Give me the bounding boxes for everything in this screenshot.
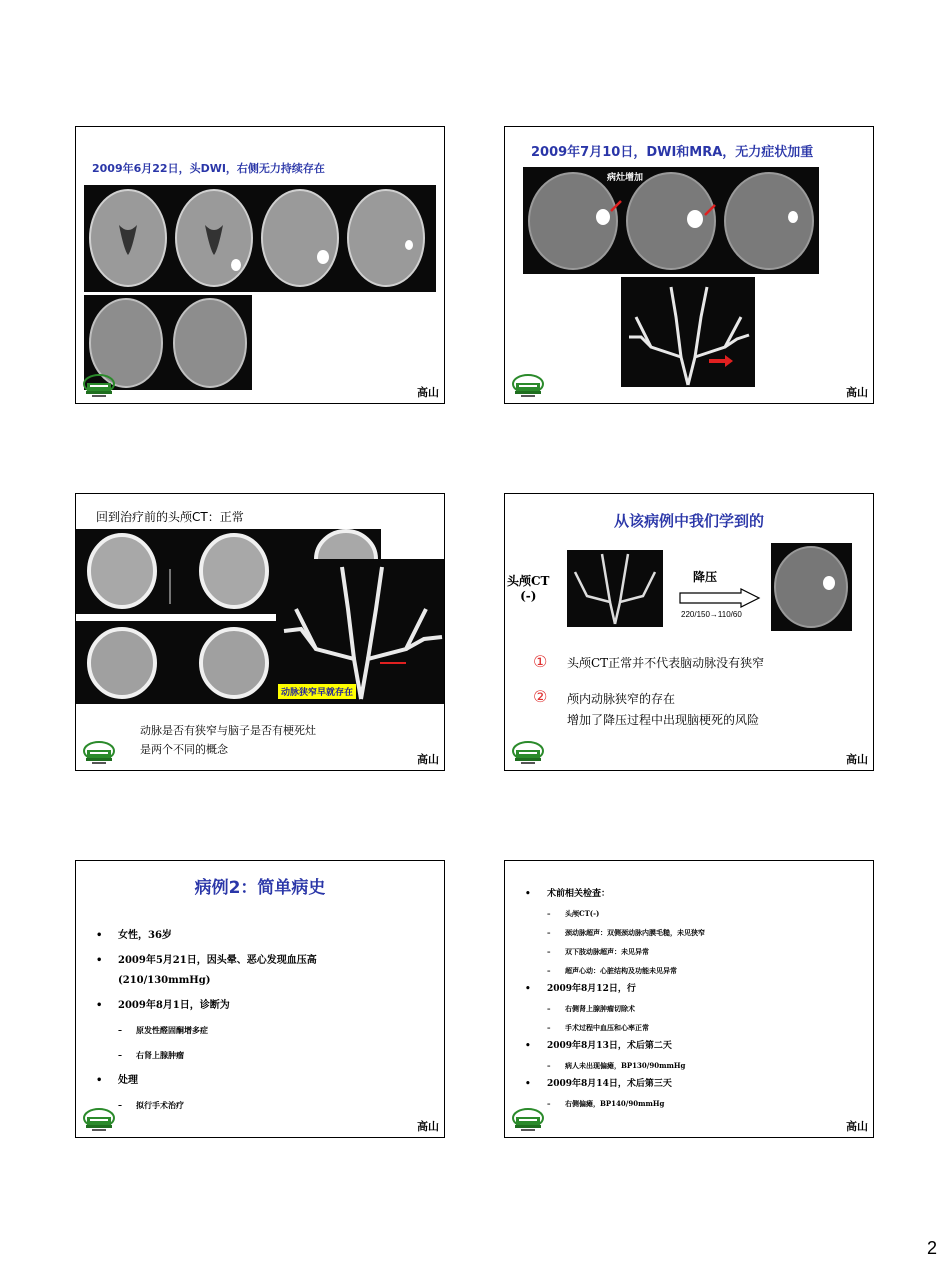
slide-5 xyxy=(75,860,445,1138)
university-logo xyxy=(82,373,116,399)
slide-6 xyxy=(504,860,874,1138)
point-2-line-2: 增加了降压过程中出现脑梗死的风险 xyxy=(567,713,760,727)
bp-change: 220/150→110/60 xyxy=(681,610,742,619)
university-logo xyxy=(82,740,116,766)
signature: 高山 xyxy=(846,753,868,766)
mra-vessels xyxy=(567,550,663,627)
slide-2 xyxy=(504,126,874,404)
university-logo xyxy=(511,373,545,399)
slide-title: 从该病例中我们学到的 xyxy=(613,512,764,530)
list-item: – 右侧偏瘫，BP140/90mmHg xyxy=(525,1094,705,1113)
narrowing-label: 动脉狭窄早就存在 xyxy=(278,684,356,699)
ct-label xyxy=(507,572,549,603)
list-item: – 双下肢动脉超声：未见异常 xyxy=(525,942,705,961)
list-item: – 超声心动：心脏结构及功能未见异常 xyxy=(525,961,705,980)
brain-scans-image xyxy=(523,167,819,274)
mra-image xyxy=(567,550,663,627)
signature: 高山 xyxy=(417,753,439,766)
mra-vessels xyxy=(621,277,755,387)
list-item: • 女性，36岁 xyxy=(96,923,317,948)
dwi-brain xyxy=(771,543,852,631)
point-1-text: 头颅CT正常并不代表脑动脉没有狭窄 xyxy=(567,656,765,670)
ct-label-line-2: (-) xyxy=(520,589,537,603)
slide-4 xyxy=(504,493,874,771)
history-list xyxy=(96,923,317,1118)
list-item: – 手术过程中血压和心率正常 xyxy=(525,1018,705,1037)
slide-1 xyxy=(75,126,445,404)
list-item: • 2009年8月14日，术后第三天 xyxy=(525,1075,705,1094)
ct-label-line-1: 头颅CT xyxy=(507,574,550,588)
signature: 高山 xyxy=(417,386,439,399)
list-item: – 右侧肾上腺肿瘤切除术 xyxy=(525,999,705,1018)
point-2-line-1: 颅内动脉狭窄的存在 xyxy=(567,692,676,706)
slide-3 xyxy=(75,493,445,771)
footer-line-2: 是两个不同的概念 xyxy=(140,743,228,756)
dwi-scan-strip xyxy=(523,167,819,274)
slide-title: 病例2：简单病史 xyxy=(194,878,326,898)
arrow-label: 降压 xyxy=(693,570,718,584)
lesion-label: 病灶增加 xyxy=(607,173,644,183)
list-item: – 原发性醛固酮增多症 xyxy=(96,1018,317,1043)
mra-vessels xyxy=(276,559,445,704)
list-item: • 2009年8月1日，诊断为 xyxy=(96,993,317,1018)
slide-title: 2009年6月22日，头DWI，右侧无力持续存在 xyxy=(92,162,325,175)
list-item: – 颈动脉超声：双侧颈动脉内膜毛糙，未见狭窄 xyxy=(525,923,705,942)
arrow-right-icon xyxy=(679,588,761,608)
list-item: – 病人未出现偏瘫，BP130/90mmHg xyxy=(525,1056,705,1075)
list-item: (210/130mmHg) xyxy=(118,975,211,986)
university-logo xyxy=(511,740,545,766)
mra-image xyxy=(276,559,445,704)
slide-title: 回到治疗前的头颅CT：正常 xyxy=(96,510,244,524)
page-number: 2 xyxy=(926,1238,937,1258)
list-item: • 2009年8月12日，行 xyxy=(525,980,705,999)
list-item: • 术前相关检查： xyxy=(525,885,705,904)
list-item: • 2009年5月21日，因头晕、恶心发现血压高 xyxy=(96,948,317,973)
footer-line-1: 动脉是否有狭窄与脑子是否有梗死灶 xyxy=(140,724,316,737)
brain-scans-image xyxy=(84,185,436,292)
slide-title: 2009年7月10日，DWI和MRA，无力症状加重 xyxy=(531,145,814,160)
signature: 高山 xyxy=(417,1120,439,1133)
mra-image xyxy=(621,277,755,387)
signature: 高山 xyxy=(846,386,868,399)
point-2-number: ② xyxy=(533,687,548,706)
university-logo xyxy=(82,1107,116,1133)
exam-list xyxy=(525,885,705,1113)
list-item: – 右肾上腺肿瘤 xyxy=(96,1043,317,1068)
signature: 高山 xyxy=(846,1120,868,1133)
point-1-number: ① xyxy=(533,652,548,671)
dwi-image xyxy=(771,543,852,631)
list-item: – 拟行手术治疗 xyxy=(96,1093,317,1118)
university-logo xyxy=(511,1107,545,1133)
list-item: • 2009年8月13日，术后第二天 xyxy=(525,1037,705,1056)
list-item: • 处理 xyxy=(96,1068,317,1093)
ct-scans-lower xyxy=(76,621,276,704)
list-item: – 头颅CT(-) xyxy=(525,904,705,923)
ct-image-lower xyxy=(76,621,276,704)
dwi-scan-strip xyxy=(84,185,436,292)
